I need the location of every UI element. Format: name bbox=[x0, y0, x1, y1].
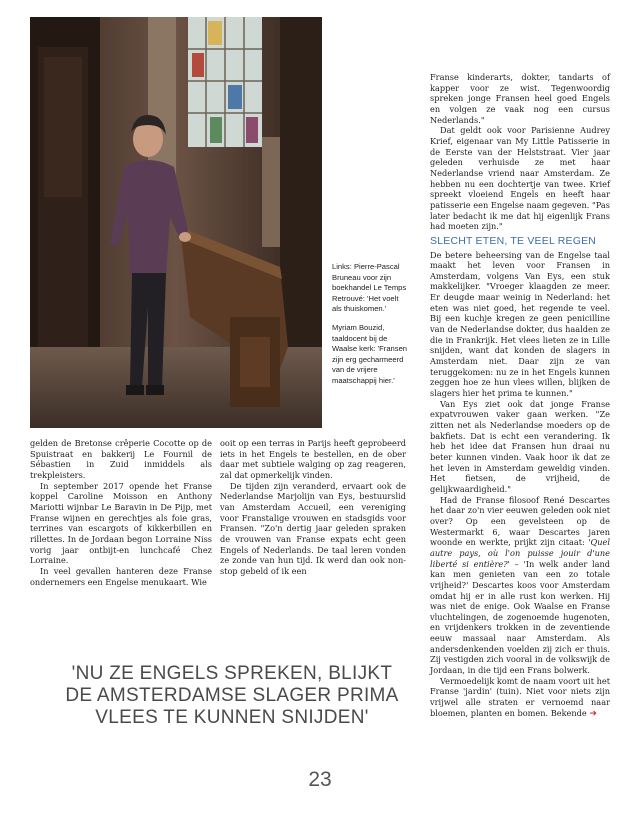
page-number: 23 bbox=[308, 768, 332, 791]
photo-caption bbox=[332, 262, 410, 395]
pull-quote-line: VLEES TE KUNNEN SNIJDEN' bbox=[95, 707, 369, 728]
article-photo bbox=[30, 17, 322, 428]
pull-quote-line: 'NU ZE ENGELS SPREKEN, BLIJKT bbox=[71, 663, 393, 684]
continue-arrow-icon: ➜ bbox=[589, 708, 597, 719]
paragraph: De betere beheersing van de Engelse taal maakt het leven voor Fransen in Amsterdam, volgens Van Eys, een stuk makkelijker. "Vroeger klaagden ze meer. Er deugde maar weinig in Nederland: het eten was niet goed, het regende te veel. Bij een kuchje kregen ze geen penicilline van de Nederlandse dokter, dus haalden ze die in Frankrijk. Het vlees lieten ze in Lille snijden, want dat konden de slagers in Amsterdam niet. Daar zijn ze van teruggekomen: nu ze in het Engels kunnen zeggen hoe ze hun vlees willen, blijken de slagers hier het prima te kunnen." bbox=[430, 249, 610, 399]
article-column-2 bbox=[220, 438, 406, 577]
paragraph: In veel gevallen hanteren deze Franse ondernemers een Engelse menukaart. Wie bbox=[30, 565, 212, 587]
section-heading: SLECHT ETEN, TE VEEL REGEN bbox=[430, 234, 597, 247]
paragraph bbox=[430, 676, 610, 720]
article-column-3 bbox=[430, 72, 610, 719]
article-column-1 bbox=[30, 438, 212, 587]
paragraph bbox=[430, 495, 610, 676]
pull-quote-line: DE AMSTERDAMSE SLAGER PRIMA bbox=[65, 685, 399, 706]
paragraph: In september 2017 opende het Franse koppel Caroline Moisson en Anthony Mariotti wijnbar Le Baravin in De Pijp, met Franse wijnen en gerechtjes als foie gras, terrines van escargots of kikkerbillen en rillettes. In de Jordaan begon Lorraine Niss vorig jaar ontbijt-en lunchcafé Chez Lorraine. bbox=[30, 480, 212, 566]
caption-bouzid: Myriam Bouzid, taaldocent bij de Waalse kerk: 'Fransen zijn erg gecharmeerd van de vrijere maatschappij hier.' bbox=[332, 322, 408, 385]
church-interior-photo bbox=[30, 17, 322, 428]
paragraph: gelden de Bretonse crêperie Cocotte op de Spuistraat en bakkerij Le Fournil de Sébastien in Zuid inmiddels als trekpleisters. bbox=[30, 438, 212, 480]
paragraph-text: – 'In welk ander land kan men genieten van een zo totale vrijheid?' Descartes koos voor Amsterdam omdat hij er in alle rust kon werken. Hij was niet de enige. Ook Waalse en Franse vluchtelingen, de zogenoemde hugenoten, en vrijdenkers trokken in de zeventiende eeuw massaal naar Amsterdam. Als andersdenkenden voelden zij zich er thuis. Zij vestigden zich vooral in de volkswijk de Jordaan, in die tijd een Frans bolwerk. bbox=[430, 558, 611, 676]
caption-bruneau: Links: Pierre-Pascal Bruneau voor zijn boekhandel Le Temps Retrouvé: 'Het voelt als thuiskomen.' bbox=[332, 262, 407, 314]
paragraph: Franse kinderarts, dokter, tandarts of kapper voor ze wist. Tegenwoordig spreken jonge Fransen heel goed Engels en volgen ze vaak nog een cursus Nederlands." bbox=[430, 72, 610, 125]
paragraph-text: Vermoedelijk komt de naam voort uit het Franse 'jardin' (tuin). Niet voor niets zijn vrijwel alle straten er vernoemd naar bloemen, planten en bomen. Bekende bbox=[430, 675, 611, 718]
descartes-quote: 'Quel autre pays, où l'on puisse jouir d'une liberté si entière?' bbox=[430, 537, 610, 569]
pull-quote bbox=[62, 663, 402, 729]
paragraph: ooit op een terras in Parijs heeft geprobeerd iets in het Engels te bestellen, en de ober daar met subtiele walging op zag reageren, zal dat opmerkelijk vinden. bbox=[220, 438, 406, 480]
paragraph: Dat geldt ook voor Parisienne Audrey Krief, eigenaar van My Little Patisserie in de Eerste van der Helststraat. Vier jaar geleden verhuisde ze met haar Nederlandse vriend naar Amsterdam. Ze hebben nu een dochtertje van twee. Krief spreekt vloeiend Engels en heeft haar patisserie een Engelse naam gegeven. "Pas later bedacht ik me dat hij eigenlijk Frans had moeten zijn." bbox=[430, 125, 610, 232]
paragraph: Van Eys ziet ook dat jonge Franse expatvrouwen vaker gaan werken. "Ze zitten net als Nederlandse moeders op de bakfiets. Dat is echt een verandering. Ik heb het idee dat Fransen hun draai nu beter kunnen vinden. Vaak hoor ik dat ze het leven in Amsterdam geweldig vinden. Het fietsen, de vrijheid, de gelijkwaardigheid." bbox=[430, 398, 610, 494]
paragraph: De tijden zijn veranderd, ervaart ook de Nederlandse Marjolijn van Eys, bestuurslid van Amsterdam Accueil, een vereniging voor Franstalige vrouwen en stadsgids voor Fransen. "Zo'n dertig jaar geleden spraken de vrouwen van Franse expats echt geen Engels of Nederlands. De taal leren vonden ze zonde van hun tijd. Ik werd dan ook non-stop gebeld of ik een bbox=[220, 480, 406, 576]
paragraph-text: Had de Franse filosoof René Descartes het daar zo'n vier eeuwen geleden ook niet over? Op een gevelsteen op de Westermarkt 6, waar Descartes jaren woonde en werkte, prijkt zijn citaat: bbox=[430, 494, 610, 548]
